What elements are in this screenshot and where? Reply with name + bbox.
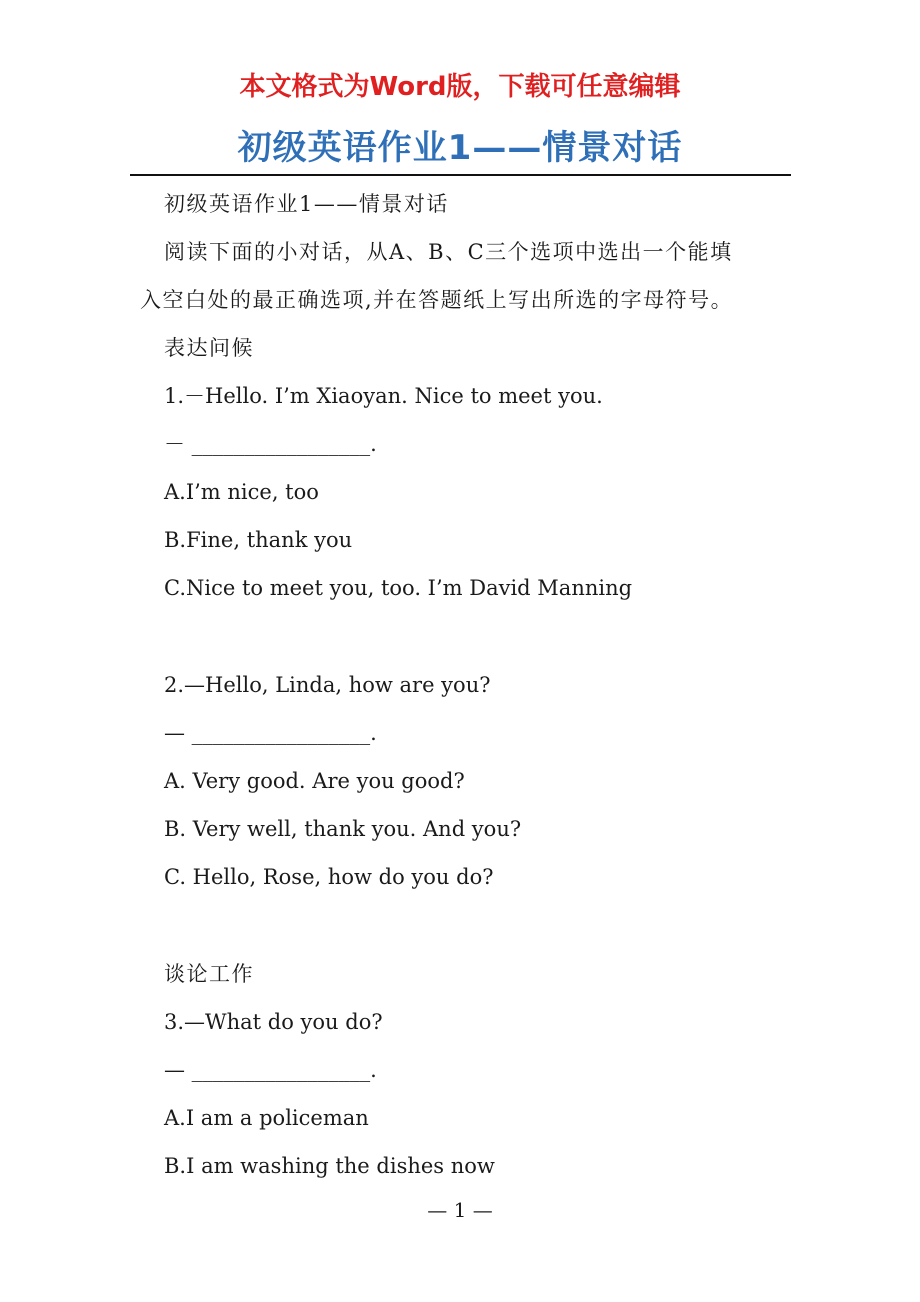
document-title: 初级英语作业1——情景对话: [237, 128, 683, 168]
download-banner: 本文格式为Word版，下载可任意编辑: [239, 72, 681, 102]
question-2-blank: — _________________.: [164, 721, 377, 745]
question-2-option-c: C. Hello, Rose, how do you do?: [164, 865, 494, 889]
question-2-prompt: 2.—Hello, Linda, how are you?: [164, 673, 491, 697]
question-1-option-b: B.Fine, thank you: [164, 528, 353, 552]
question-1-option-c: C.Nice to meet you, too. I’m David Manning: [164, 576, 633, 600]
section-heading-work: 谈论工作: [164, 962, 254, 986]
subtitle: 初级英语作业1——情景对话: [164, 192, 449, 216]
question-1-option-a: A.I’m nice, too: [164, 480, 319, 504]
question-3-prompt: 3.—What do you do?: [164, 1010, 383, 1034]
instruction-line-1: 阅读下面的小对话，从A、B、C三个选项中选出一个能填: [164, 240, 733, 264]
page-number: — 1 —: [427, 1198, 493, 1222]
section-heading-greetings: 表达问候: [164, 336, 254, 360]
question-3-option-a: A.I am a policeman: [164, 1106, 369, 1130]
question-1-prompt: 1.－Hello. I’m Xiaoyan. Nice to meet you.: [164, 384, 603, 408]
instruction-line-2: 入空白处的最正确选项,并在答题纸上写出所选的字母符号。: [140, 288, 734, 312]
question-3-option-b: B.I am washing the dishes now: [164, 1154, 495, 1178]
question-2-option-b: B. Very well, thank you. And you?: [164, 817, 522, 841]
title-divider: [130, 174, 791, 176]
question-2-option-a: A. Very good. Are you good?: [164, 769, 465, 793]
question-1-blank: － _________________.: [164, 432, 377, 456]
question-3-blank: — _________________.: [164, 1058, 377, 1082]
